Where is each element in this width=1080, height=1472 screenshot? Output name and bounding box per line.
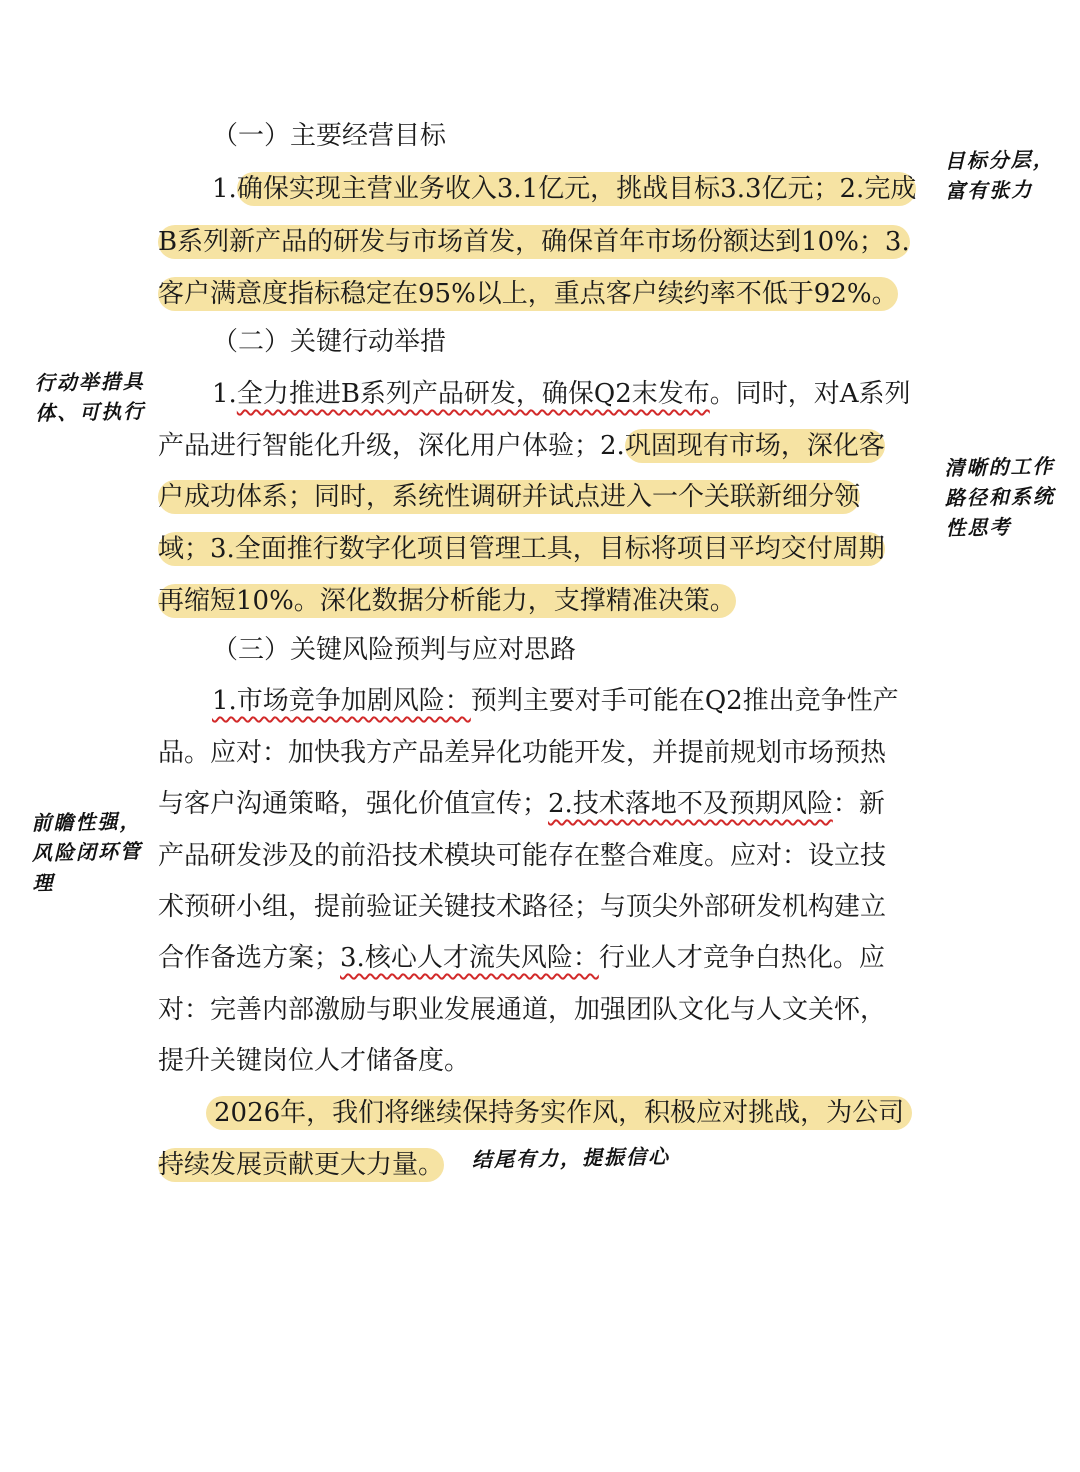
actions-line-1: 1.全力推进B系列产品研发，确保Q2末发布。同时，对A系列 [212, 379, 911, 409]
margin-note-risks: 前瞻性强， 风险闭环管 理 [31, 809, 143, 895]
risks-line-2: 品。应对：加快我方产品差异化功能开发，并提前规划市场预热 [158, 738, 887, 768]
risks-line-7: 对：完善内部激励与职业发展通道，加强团队文化与人文关怀， [158, 995, 887, 1025]
heading-key-actions: （二）关键行动举措 [212, 327, 447, 357]
highlight: 再缩短10%。深化数据分析能力，支撑精准决策。 [158, 586, 736, 616]
highlight: 户成功体系；同时，系统性调研并试点进入一个关联新细分领 [158, 482, 861, 512]
wavy-underline: 全力推进B系列产品研发，确保Q2末发布 [236, 379, 710, 409]
margin-note-path: 清晰的工作 路径和系统 性思考 [944, 454, 1056, 540]
wavy-underline: 1.市场竞争加剧风险： [212, 686, 471, 716]
margin-note-actions: 行动举措具 体、可执行 [34, 369, 146, 425]
goals-line-3 [158, 277, 928, 311]
heading-main-goals: （一）主要经营目标 [212, 121, 447, 151]
actions-line-4 [158, 532, 928, 566]
actions-line-5 [158, 584, 928, 618]
actions-line-3 [158, 480, 928, 514]
risks-line-5: 术预研小组，提前验证关键技术路径；与顶尖外部研发机构建立 [158, 892, 887, 922]
highlight: B系列新产品的研发与市场首发，确保首年市场份额达到10%；3. [158, 227, 910, 257]
wavy-underline: 3.核心人才流失风险： [340, 943, 599, 973]
risks-line-1: 1.市场竞争加剧风险：预判主要对手可能在Q2推出竞争性产 [212, 686, 899, 716]
margin-note-closing: 结尾有力，提振信心 [471, 1144, 671, 1172]
margin-note-goals: 目标分层， 富有张力 [944, 147, 1055, 203]
heading-key-risks: （三）关键风险预判与应对思路 [212, 635, 577, 665]
highlight: 确保实现主营业务收入3.1亿元，挑战目标3.3亿元；2.完成 [236, 174, 917, 204]
highlight: 客户满意度指标稳定在95%以上，重点客户续约率不低于92%。 [158, 279, 898, 309]
risks-line-3: 与客户沟通策略，强化价值宣传；2.技术落地不及预期风险：新 [158, 789, 885, 819]
actions-line-2: 产品进行智能化升级，深化用户体验；2.巩固现有市场，深化客 [158, 431, 885, 461]
highlight: 持续发展贡献更大力量。 [158, 1150, 445, 1180]
risks-line-6: 合作备选方案；3.核心人才流失风险：行业人才竞争白热化。应 [158, 943, 885, 973]
risks-line-4: 产品研发涉及的前沿技术模块可能存在整合难度。应对：设立技 [158, 841, 887, 871]
risks-line-8: 提升关键岗位人才储备度。 [158, 1046, 471, 1076]
highlight: 2026年，我们将继续保持务实作风，积极应对挑战，为公司 [206, 1096, 912, 1130]
goals-line-1: 1.确保实现主营业务收入3.1亿元，挑战目标3.3亿元；2.完成 [212, 174, 917, 204]
goals-line-2 [158, 225, 928, 259]
closing-line-1 [206, 1096, 976, 1130]
highlight: 巩固现有市场，深化客 [624, 431, 885, 461]
highlight: 域；3.全面推行数字化项目管理工具，目标将项目平均交付周期 [158, 534, 885, 564]
wavy-underline: 2.技术落地不及预期风险 [548, 789, 833, 819]
